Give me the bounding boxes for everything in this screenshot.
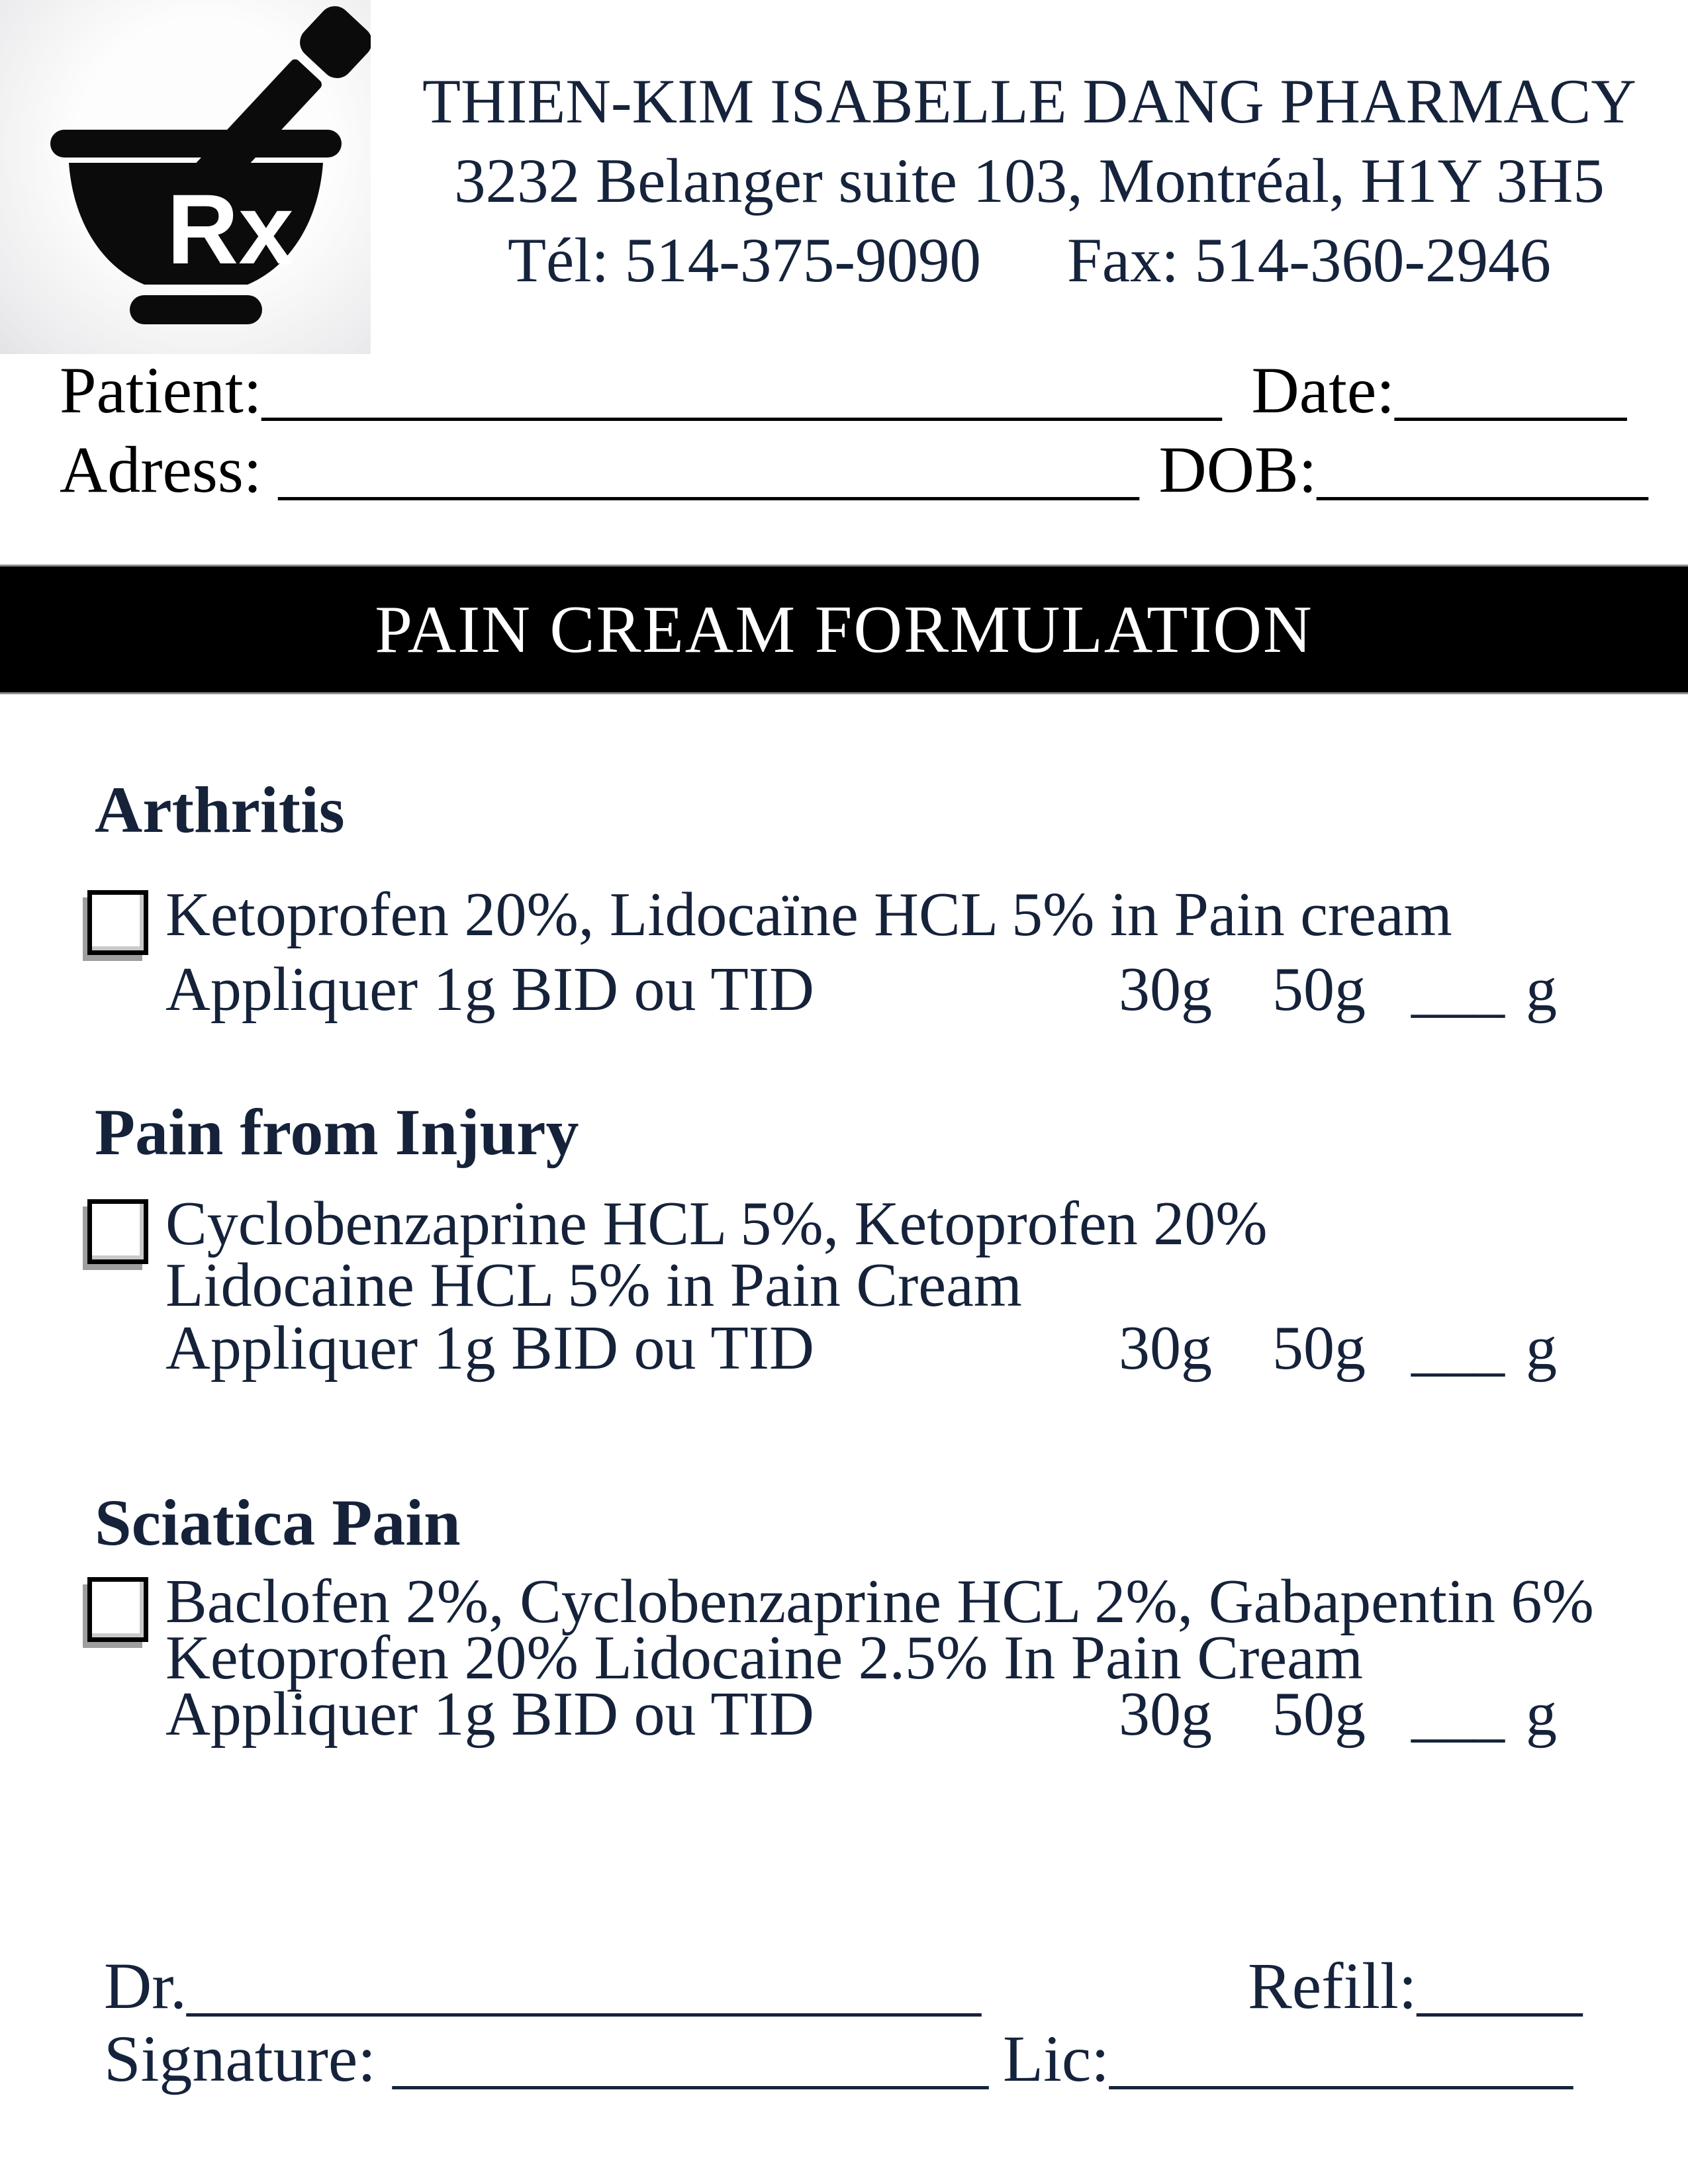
lic-part [1003, 2019, 1573, 2099]
patient-blank-line[interactable]: _____________________________ [261, 353, 1222, 427]
patient-label: Patient: [60, 353, 262, 427]
arthritis-formula-line: Ketoprofen 20%, Lidocaïne HCL 5% in Pain cream [165, 880, 1452, 949]
mortar-pestle-rx-icon [0, 0, 371, 354]
sciatica-size-unit: g [1526, 1680, 1557, 1749]
form-title-banner [0, 565, 1688, 694]
sciatica-formula-line-2: Ketoprofen 20% Lidocaine 2.5% In Pain Cream [165, 1623, 1363, 1692]
dob-label: DOB: [1158, 433, 1317, 506]
address-label: Adress: [60, 433, 279, 506]
pharmacy-phone-fax [371, 220, 1688, 300]
date-blank-line[interactable]: _______ [1395, 353, 1627, 427]
arthritis-size-30g: 30g [1119, 955, 1212, 1024]
pharmacy-header [371, 62, 1688, 300]
injury-instruction: Appliquer 1g BID ou TID [165, 1314, 814, 1383]
section-heading-arthritis: Arthritis [95, 773, 345, 846]
rx-symbol: Rx [167, 173, 294, 285]
pharmacy-logo [0, 0, 371, 354]
checkbox-sciatica-formula[interactable] [87, 1577, 148, 1642]
mortar-rim [50, 130, 342, 158]
injury-formula-line-1: Cyclobenzaprine HCL 5%, Ketoprofen 20% [165, 1189, 1268, 1258]
doctor-label: Dr. [104, 1949, 187, 2023]
refill-part [1248, 1946, 1583, 2026]
arthritis-size-blank-line[interactable]: ___ [1411, 955, 1505, 1024]
arthritis-size-50g: 50g [1272, 955, 1366, 1024]
signature-lic-row [104, 2019, 1688, 2099]
address-dob-row [60, 431, 1662, 509]
arthritis-size-unit: g [1526, 955, 1557, 1024]
lic-label: Lic: [1003, 2022, 1110, 2095]
refill-blank-line[interactable]: _____ [1417, 1949, 1583, 2023]
refill-label: Refill: [1248, 1949, 1417, 2023]
injury-size-blank-line[interactable]: ___ [1411, 1314, 1505, 1383]
injury-size-50g: 50g [1272, 1314, 1366, 1383]
sciatica-size-50g: 50g [1272, 1680, 1366, 1749]
dob-blank-line[interactable]: __________ [1317, 433, 1648, 506]
form-title: PAIN CREAM FORMULATION [375, 592, 1313, 667]
sciatica-instruction: Appliquer 1g BID ou TID [165, 1680, 814, 1749]
pharmacy-tel: Tél: 514-375-9090 [508, 225, 982, 295]
pharmacy-name: THIEN-KIM ISABELLE DANG PHARMACY [422, 66, 1636, 136]
address-blank-line[interactable]: __________________________ [278, 433, 1139, 506]
mortar-base [130, 295, 262, 324]
doctor-refill-row [104, 1946, 1688, 2026]
injury-formula-line-2: Lidocaine HCL 5% in Pain Cream [165, 1251, 1022, 1320]
checkbox-injury-formula[interactable] [87, 1199, 148, 1264]
arthritis-instruction: Appliquer 1g BID ou TID [165, 955, 814, 1024]
lic-blank-line[interactable]: ______________ [1109, 2022, 1573, 2095]
date-label: Date: [1251, 353, 1395, 427]
sciatica-size-blank-line[interactable]: ___ [1411, 1680, 1505, 1749]
injury-size-unit: g [1526, 1314, 1557, 1383]
injury-size-30g: 30g [1119, 1314, 1212, 1383]
patient-date-row [60, 351, 1662, 430]
sciatica-size-30g: 30g [1119, 1680, 1212, 1749]
checkbox-arthritis-formula[interactable] [87, 890, 148, 955]
section-heading-pain-from-injury: Pain from Injury [95, 1095, 579, 1169]
signature-label: Signature: [104, 2022, 393, 2095]
pharmacy-fax: Fax: 514-360-2946 [1067, 225, 1551, 295]
pharmacy-address: 3232 Belanger suite 103, Montréal, H1Y 3H5 [454, 146, 1605, 216]
doctor-blank-line[interactable]: ________________________ [187, 1949, 981, 2023]
sciatica-formula-line-1: Baclofen 2%, Cyclobenzaprine HCL 2%, Gabapentin 6% [165, 1567, 1594, 1636]
signature-blank-line[interactable]: __________________ [393, 2022, 989, 2095]
section-heading-sciatica-pain: Sciatica Pain [95, 1486, 461, 1559]
